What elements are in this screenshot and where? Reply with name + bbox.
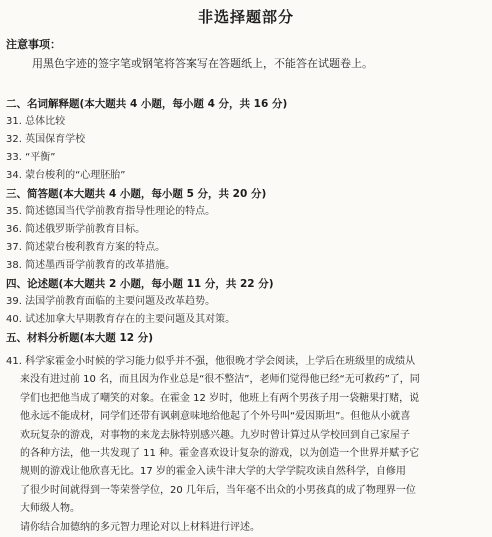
question-38: 38. 简述墨西哥学前教育的改革措施。 [6, 260, 176, 271]
passage-line: 大师级人物。 [20, 503, 80, 515]
question-32: 32. 英国保育学校 [6, 134, 86, 145]
question-31: 31. 总体比较 [6, 116, 66, 127]
question-36: 36. 简述俄罗斯学前教育目标。 [6, 224, 146, 235]
question-35: 35. 简述德国当代学前教育指导性理论的特点。 [6, 206, 216, 217]
note-text: 用黑色字迹的签字笔或钢笔将答案写在答题纸上，不能答在试题卷上。 [32, 57, 373, 70]
question-34: 34. 蒙台梭利的“心理胚胎” [6, 170, 126, 181]
section-heading-2: 二、名词解释题(本大题共 4 小题，每小题 4 分，共 16 分) [6, 98, 288, 110]
material-passage [6, 353, 488, 537]
passage-line: 的各种方法，他一共发现了 11 种。霍金喜欢设计复杂的游戏，以为创造一个世界并赋予它 [20, 447, 420, 459]
section-heading-5: 五、材料分析题(本大题 12 分) [6, 332, 154, 344]
passage-line: 规则的游戏让他欣喜无比。17 岁的霍金入读牛津大学的大学学院攻读自然科学，自修用 [20, 466, 406, 478]
note-heading: 注意事项： [6, 38, 61, 51]
question-33: 33. “平衡” [6, 152, 56, 163]
passage-line: 了很少时间就得到一等荣誉学位，20 几年后，当年毫不出众的小男孩真的成了物理界一位 [20, 484, 416, 496]
question-40: 40. 试述加拿大早期教育存在的主要问题及其对策。 [6, 314, 236, 325]
passage-line: 欢玩复杂的游戏，对事物的来龙去脉特别感兴趣。九岁时曾计算过从学校回到自己家屋子 [20, 429, 410, 441]
page-title: 非选择题部分 [197, 8, 294, 26]
passage-question: 请你结合加德纳的多元智力理论对以上材料进行评述。 [20, 521, 260, 533]
section-heading-3: 三、简答题(本大题共 4 小题，每小题 5 分，共 20 分) [6, 188, 267, 200]
passage-line: 来没有进过前 10 名，而且因为作业总是“很不整洁”，老师们觉得他已经“无可救药”了，同 [20, 374, 420, 386]
passage-line: 他永远不能成材，同学们还带有讽刺意味地给他起了个外号叫“爱因斯坦”。但他从小就喜 [20, 411, 411, 423]
question-37: 37. 简述蒙台梭利教育方案的特点。 [6, 242, 166, 253]
question-39: 39. 法国学前教育面临的主要问题及改革趋势。 [6, 296, 216, 307]
passage-line: 41. 科学家霍金小时候的学习能力似乎并不强，他很晚才学会阅读，上学后在班级里的成绩从 [6, 356, 416, 367]
passage-line: 学们也把他当成了嘲笑的对象。在霍金 12 岁时，他班上有两个男孩子用一袋糖果打赌，说 [20, 392, 420, 404]
section-heading-4: 四、论述题(本大题共 2 小题，每小题 11 分，共 22 分) [6, 278, 274, 290]
